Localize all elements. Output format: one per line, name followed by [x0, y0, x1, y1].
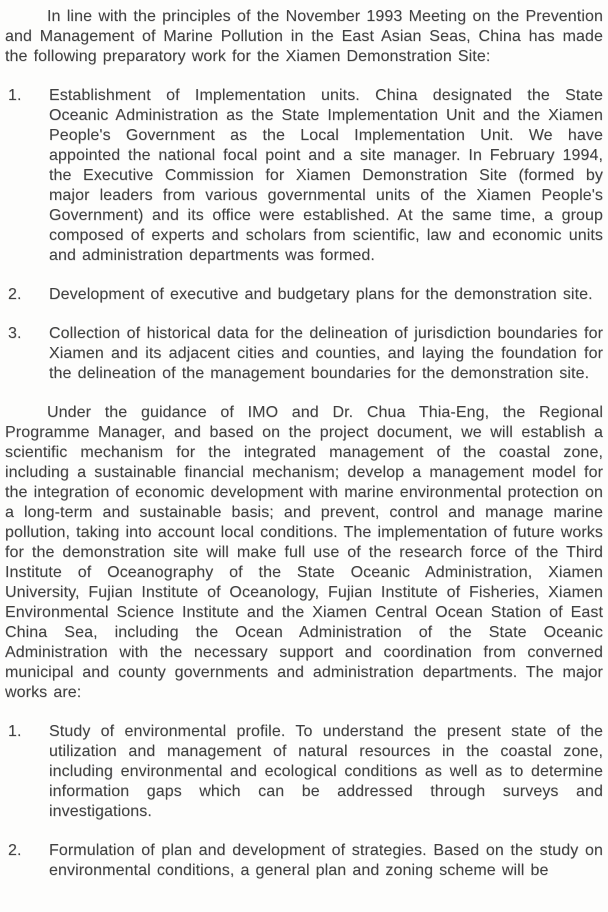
list-item	[5, 324, 603, 384]
list-item-text: Development of executive and budgetary plans for the demonstration site.	[49, 286, 593, 303]
list-item	[5, 285, 603, 305]
list-item-text: Collection of historical data for the delineation of jurisdiction boundaries for Xiamen and its adjacent cities and counties, and laying the foundation for the delineation of the management boundaries for the demonstration site.	[49, 325, 603, 382]
list-item-text: Formulation of plan and development of strategies. Based on the study on environmental conditions, a general plan and zoning scheme will be	[49, 842, 603, 879]
list-number: 1.	[8, 723, 22, 740]
list-item-text: Study of environmental profile. To understand the present state of the utilization and management of natural resources in the coastal zone, including environmental and ecological conditions as well as to determine information gaps which can be addressed through surveys and investigations.	[49, 723, 603, 820]
guidance-paragraph: Under the guidance of IMO and Dr. Chua Thia-Eng, the Regional Programme Manager, and based on the project document, we will establish a scientific mechanism for the integrated management of the coastal zone, including a sustainable financial mechanism; develop a management model for the integration of economic development with marine environmental protection on a long-term and sustainable basis; and prevent, control and manage marine pollution, taking into account local conditions. The implementation of future works for the demonstration site will make full use of the research force of the Third Institute of Oceanography of the State Oceanic Administration, Xiamen University, Fujian Institute of Oceanology, Fujian Institute of Fisheries, Xiamen Environmental Science Institute and the Xiamen Central Ocean Station of East China Sea, including the Ocean Administration of the State Oceanic Administration with the necessary support and coordination from converned municipal and county governments and administration departments. The major works are:	[5, 404, 603, 701]
list-item	[5, 722, 603, 822]
preparation-list	[5, 86, 603, 384]
list-item-text: Establishment of Implementation units. China designated the State Oceanic Administration as the State Implementation Unit and the Xiamen People's Government as the Local Implementation Unit. We have appointed the national focal point and a site manager. In February 1994, the Executive Commission for Xiamen Demonstration Site (formed by major leaders from various governmental units of the Xiamen People's Government) and its office were established. At the same time, a group composed of experts and scholars from scientific, law and economic units and administration departments was formed.	[49, 87, 603, 264]
list-number: 2.	[8, 842, 22, 859]
list-item	[5, 841, 603, 881]
major-works-list	[5, 722, 603, 881]
list-number: 3.	[8, 325, 22, 342]
list-item	[5, 86, 603, 266]
list-number: 2.	[8, 286, 22, 303]
list-number: 1.	[8, 87, 22, 104]
intro-paragraph: In line with the principles of the November 1993 Meeting on the Prevention and Management of Marine Pollution in the East Asian Seas, China has made the following preparatory work for the Xiamen Demonstration Site:	[5, 8, 603, 65]
